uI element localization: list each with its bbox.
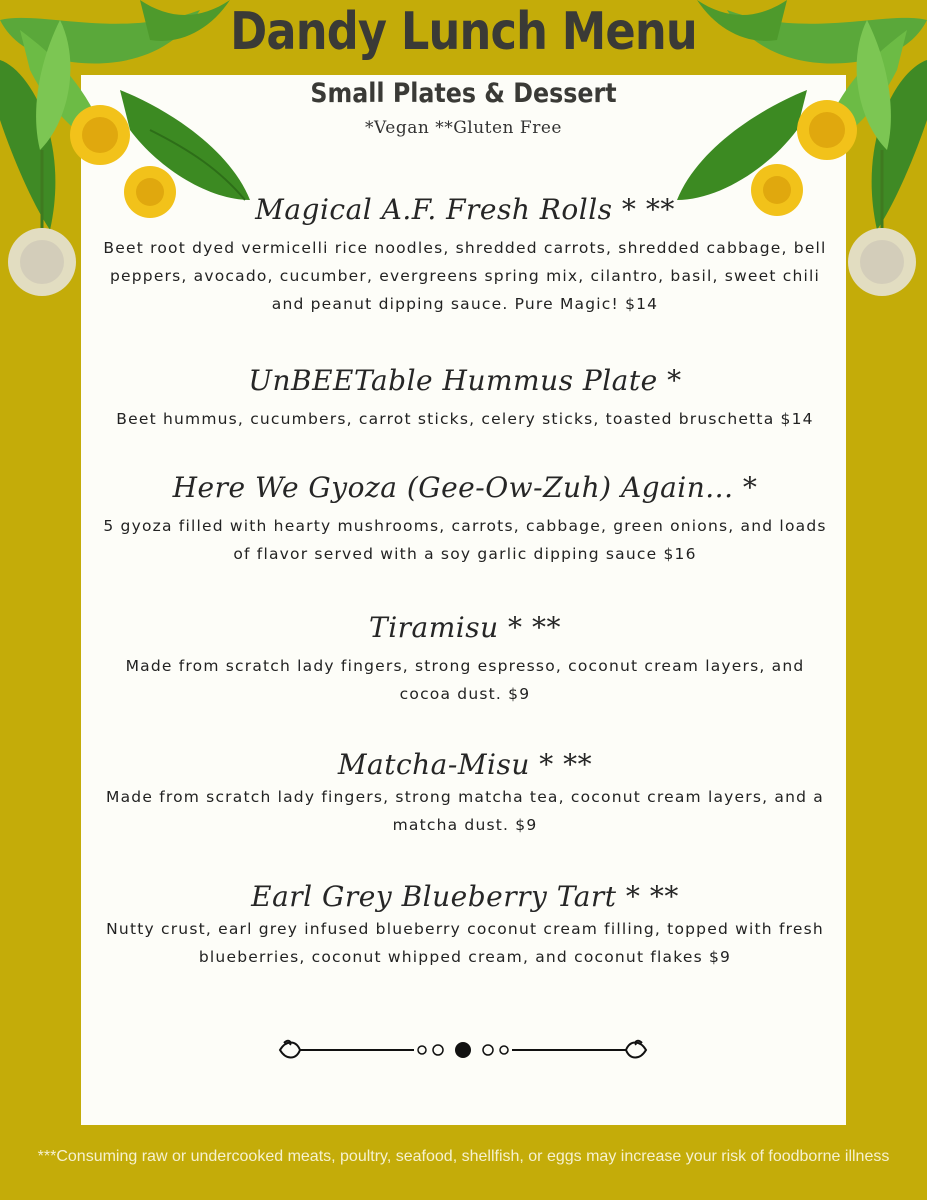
ornamental-divider-icon bbox=[276, 1035, 650, 1065]
dandelion-seedhead-icon bbox=[8, 150, 76, 296]
item-description: Made from scratch lady fingers, strong matcha tea, coconut cream layers, and a matcha dust. $9 bbox=[106, 788, 824, 834]
item-name: UnBEETable Hummus Plate * bbox=[248, 364, 682, 397]
menu-item bbox=[95, 748, 835, 839]
item-name: Here We Gyoza (Gee-Ow-Zuh) Again... * bbox=[172, 471, 758, 504]
item-name: Matcha-Misu * ** bbox=[337, 748, 593, 781]
menu-item bbox=[95, 471, 835, 568]
item-description: Beet root dyed vermicelli rice noodles, shredded carrots, shredded cabbage, bell peppers, avocado, cucumber, evergreens spring mix, cilantro, basil, sweet chili and peanut dipping sauce. Pure Magic! $14 bbox=[103, 239, 827, 313]
menu-title: Dandy Lunch Menu bbox=[230, 2, 697, 62]
foodborne-illness-disclaimer: ***Consuming raw or undercooked meats, poultry, seafood, shellfish, or eggs may increase your risk of foodborne illness bbox=[37, 1148, 890, 1165]
item-description: 5 gyoza filled with hearty mushrooms, carrots, cabbage, green onions, and loads of flavor served with a soy garlic dipping sauce $16 bbox=[103, 517, 827, 563]
item-description: Nutty crust, earl grey infused blueberry coconut cream filling, topped with fresh blueberries, coconut whipped cream, and coconut flakes $9 bbox=[106, 920, 824, 966]
item-description: Beet hummus, cucumbers, carrot sticks, celery sticks, toasted bruschetta $14 bbox=[116, 410, 814, 428]
menu-subtitle: Small Plates & Dessert bbox=[310, 78, 617, 109]
item-name: Earl Grey Blueberry Tart * ** bbox=[251, 880, 679, 913]
menu-item bbox=[95, 611, 835, 708]
dietary-legend: *Vegan **Gluten Free bbox=[365, 118, 562, 138]
menu-item bbox=[95, 193, 835, 318]
item-name: Magical A.F. Fresh Rolls * ** bbox=[255, 193, 675, 226]
item-description: Made from scratch lady fingers, strong espresso, coconut cream layers, and cocoa dust. $9 bbox=[125, 657, 805, 703]
menu-item bbox=[95, 880, 835, 971]
item-name: Tiramisu * ** bbox=[369, 611, 561, 644]
menu-item bbox=[95, 364, 835, 433]
